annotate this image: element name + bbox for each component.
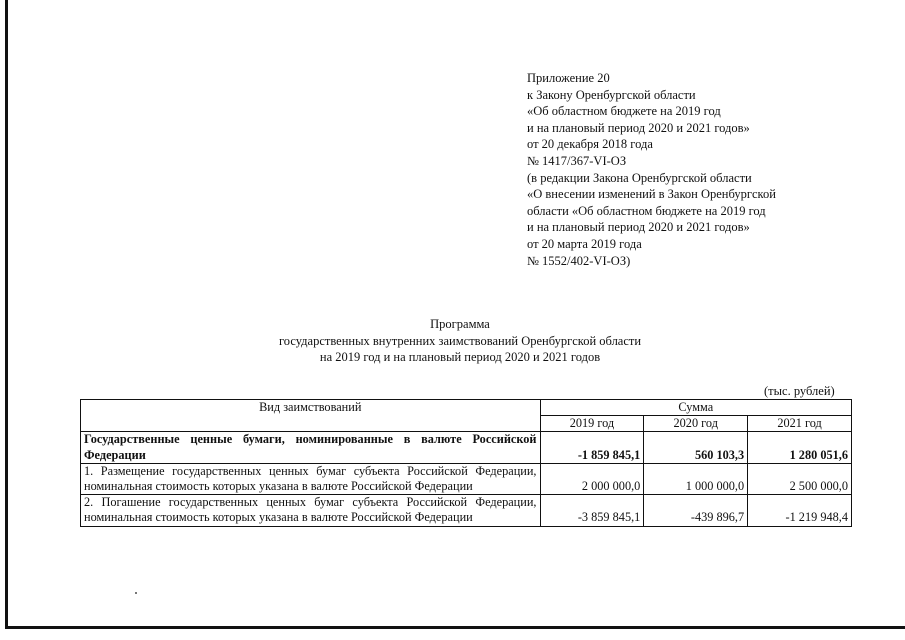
row-value: -3 859 845,1 <box>540 495 644 526</box>
page-bottom-border <box>5 626 905 629</box>
page-left-border <box>5 0 8 628</box>
header-year: 2019 год <box>540 416 644 432</box>
header-year: 2021 год <box>748 416 852 432</box>
table-row <box>81 495 852 526</box>
row-description: 2. Погашение государственных ценных бумаг субъекта Российской Федерации, номинальная стоимость которых указана в валюте Российской Федерации <box>81 495 541 526</box>
row-value: 2 500 000,0 <box>748 463 852 494</box>
annex-line: области «Об областном бюджете на 2019 год <box>527 203 766 218</box>
annex-line: от 20 декабря 2018 года <box>527 137 653 152</box>
row-description: Государственные ценные бумаги, номинированные в валюте Российской Федерации <box>81 432 541 463</box>
row-value: 560 103,3 <box>644 432 748 463</box>
units-label: (тыс. рублей) <box>764 384 835 398</box>
table-header-row <box>81 400 852 416</box>
row-value: 1 280 051,6 <box>748 432 852 463</box>
row-value: 2 000 000,0 <box>540 463 644 494</box>
annex-line: и на плановый период 2020 и 2021 годов» <box>527 120 750 135</box>
document-title <box>170 316 750 366</box>
annex-header <box>527 70 776 269</box>
table-row <box>81 463 852 494</box>
title-line-1: Программа <box>430 317 490 331</box>
annex-line: «О внесении изменений в Закон Оренбургской <box>527 187 776 202</box>
annex-line: № 1417/367-VI-ОЗ <box>527 153 627 168</box>
table-row <box>81 432 852 463</box>
annex-line: № 1552/402-VI-ОЗ) <box>527 253 631 268</box>
title-line-3: на 2019 год и на плановый период 2020 и 2021 годов <box>319 350 601 365</box>
header-year: 2020 год <box>644 416 748 432</box>
annex-line: Приложение 20 <box>527 71 610 85</box>
row-value: -1 859 845,1 <box>540 432 644 463</box>
annex-line: к Закону Оренбургской области <box>527 87 696 102</box>
row-value: -439 896,7 <box>644 495 748 526</box>
row-description: 1. Размещение государственных ценных бумаг субъекта Российской Федерации, номинальная стоимость которых указана в валюте Российской Федерации <box>81 463 541 494</box>
row-value: 1 000 000,0 <box>644 463 748 494</box>
header-type: Вид заимствований <box>81 400 541 432</box>
header-sum: Сумма <box>540 400 851 416</box>
annex-line: «Об областном бюджете на 2019 год <box>527 104 721 119</box>
borrowings-table <box>80 399 852 527</box>
annex-line: и на плановый период 2020 и 2021 годов» <box>527 220 750 235</box>
row-value: -1 219 948,4 <box>748 495 852 526</box>
scan-speck <box>135 592 137 594</box>
title-line-2: государственных внутренних заимствований Оренбургской области <box>278 333 642 348</box>
annex-line: от 20 марта 2019 года <box>527 236 642 251</box>
annex-line: (в редакции Закона Оренбургской области <box>527 170 752 185</box>
